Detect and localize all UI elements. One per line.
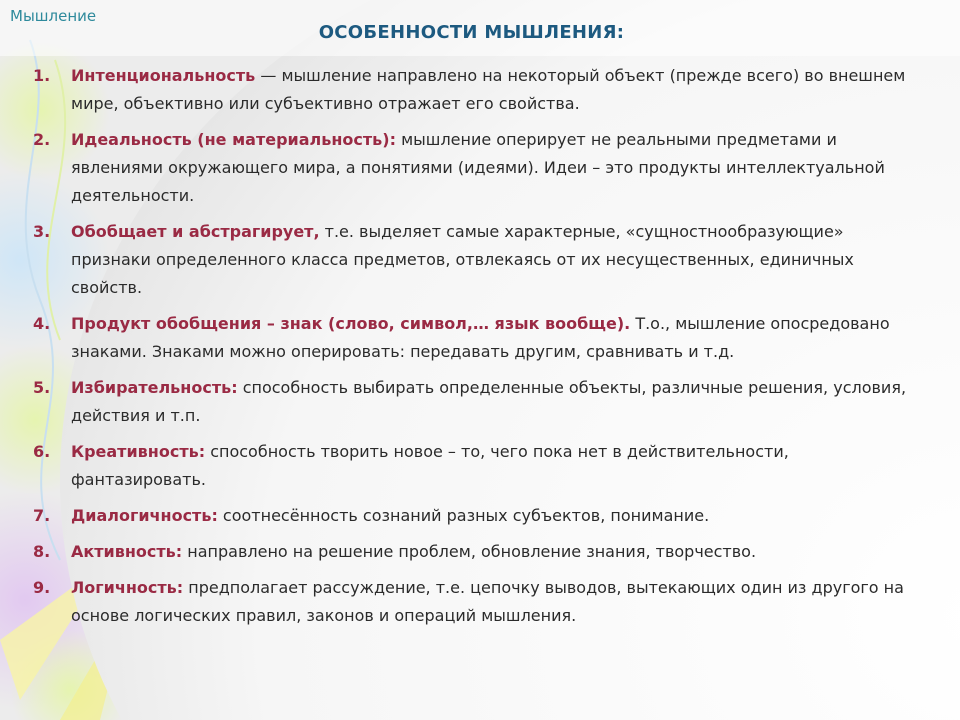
item-description: способность выбирать определенные объекты, различные решения, условия, действия и т.п.: [71, 378, 907, 425]
list-item: [33, 438, 913, 494]
item-number: 5.: [33, 378, 51, 397]
item-number: 8.: [33, 542, 51, 561]
list-item: [33, 310, 913, 366]
item-number: 1.: [33, 66, 51, 85]
item-description: направлено на решение проблем, обновление знания, творчество.: [182, 542, 757, 561]
item-number: 7.: [33, 506, 51, 525]
list-item: [33, 62, 913, 118]
list-item: [33, 574, 913, 630]
item-term: Интенциональность: [71, 66, 256, 85]
list-item: [33, 502, 913, 530]
item-term: Активность:: [71, 542, 183, 561]
features-list: [33, 62, 913, 638]
item-number: 4.: [33, 314, 51, 333]
item-description: способность творить новое – то, чего пока нет в действительности, фантазировать.: [71, 442, 789, 489]
slide-title: ОСОБЕННОСТИ МЫШЛЕНИЯ:: [318, 22, 625, 43]
item-term: Диалогичность:: [71, 506, 218, 525]
list-item: [33, 374, 913, 430]
item-term: Логичность:: [71, 578, 184, 597]
list-item: [33, 218, 913, 302]
item-term: Продукт обобщения – знак (слово, символ,… язык вообще).: [71, 314, 631, 333]
list-item: [33, 126, 913, 210]
item-description: мышление оперирует не реальными предметами и явлениями окружающего мира, а понятиями (идеями). Идеи – это продукты интеллектуальной деятельности.: [71, 130, 885, 205]
item-description: предполагает рассуждение, т.е. цепочку выводов, вытекающих один из другого на основе логических правил, законов и операций мышления.: [71, 578, 904, 625]
item-description: соотнесённость сознаний разных субъектов, понимание.: [217, 506, 710, 525]
item-description: Т.о., мышление опосредовано знаками. Знаками можно оперировать: передавать другим, сравнивать и т.д.: [71, 314, 890, 361]
section-label: Мышление: [10, 7, 97, 25]
item-number: 9.: [33, 578, 51, 597]
item-number: 2.: [33, 130, 51, 149]
item-description: — мышление направлено на некоторый объект (прежде всего) во внешнем мире, объективно или субъективно отражает его свойства.: [71, 66, 906, 113]
item-number: 3.: [33, 222, 51, 241]
item-term: Избирательность:: [71, 378, 238, 397]
item-number: 6.: [33, 442, 51, 461]
list-item: [33, 538, 913, 566]
item-term: Обобщает и абстрагирует,: [71, 222, 320, 241]
item-description: т.е. выделяет самые характерные, «сущностнообразующие» признаки определенного класса предметов, отвлекаясь от их несущественных, единичных свойств.: [71, 222, 854, 297]
item-term: Креативность:: [71, 442, 206, 461]
item-term: Идеальность (не материальность):: [71, 130, 397, 149]
